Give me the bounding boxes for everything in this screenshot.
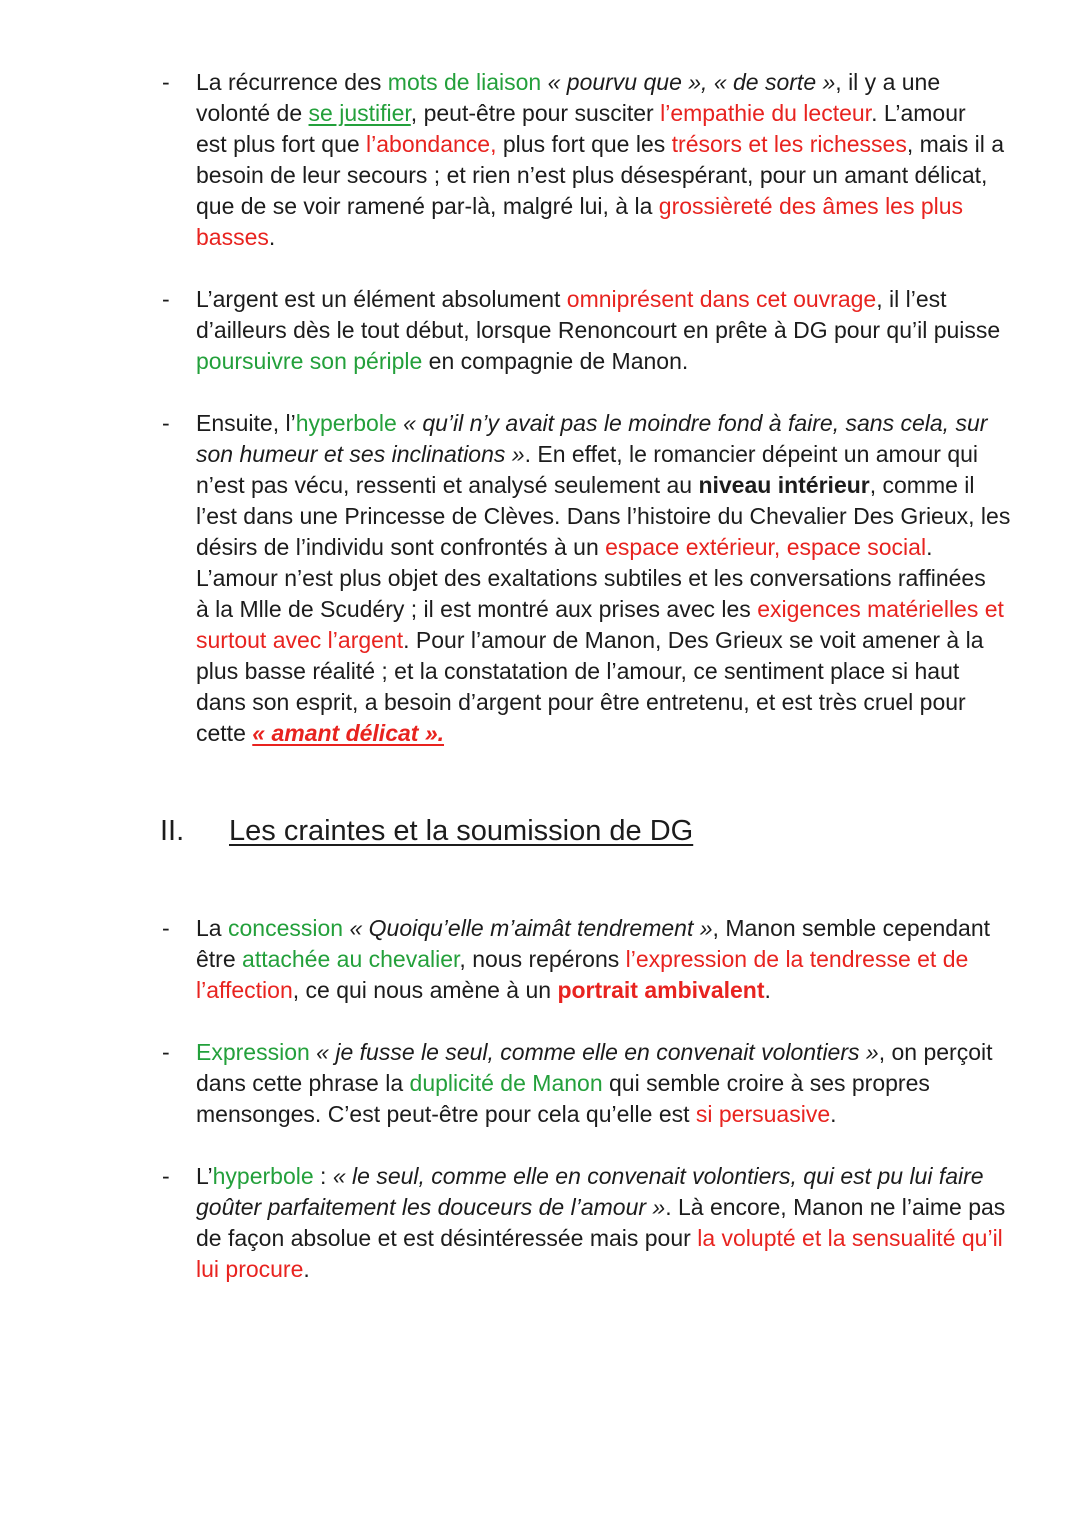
text-line xyxy=(196,191,1066,222)
text-line xyxy=(196,975,1066,1006)
plain-text: besoin de leur secours ; et rien n’est plus désespérant, pour un amant délicat, xyxy=(196,162,988,188)
text-line xyxy=(196,439,1066,470)
plain-text: : xyxy=(313,1163,333,1189)
text-line xyxy=(196,315,1066,346)
red-highlight: surtout avec l’argent xyxy=(196,627,404,653)
red-highlight: l’empathie du lecteur xyxy=(660,100,872,126)
red-highlight: l’expression de la tendresse et de xyxy=(625,946,969,972)
plain-text: , on perçoit xyxy=(878,1039,993,1065)
italic-quote: goûter parfaitement les douceurs de l’amour » xyxy=(196,1194,666,1220)
red-highlight: trésors et les richesses xyxy=(671,131,907,157)
bullet-dash: - xyxy=(162,69,170,95)
red-highlight: grossièreté des âmes les plus xyxy=(658,193,964,219)
text-line xyxy=(196,625,1066,656)
text-line xyxy=(196,501,1066,532)
text-line xyxy=(196,284,1066,315)
plain-text: . xyxy=(303,1256,310,1282)
plain-text: La récurrence des xyxy=(196,69,388,95)
text-line xyxy=(196,563,1066,594)
plain-text: l’est dans une Princesse de Clèves. Dans l’histoire du Chevalier Des Grieux, les xyxy=(196,503,1011,529)
plain-text: d’ailleurs dès le tout début, lorsque Renoncourt en prête à DG pour qu’il puisse xyxy=(196,317,1001,343)
text-line xyxy=(196,718,1066,749)
red-bold-italic-quote: « amant délicat ». xyxy=(252,720,445,746)
paragraph-text xyxy=(196,1037,1066,1130)
green-highlight: concession xyxy=(227,915,344,941)
red-highlight: basses xyxy=(196,224,269,250)
green-highlight: duplicité de Manon xyxy=(409,1070,603,1096)
text-line xyxy=(196,532,1066,563)
bullet-dash: - xyxy=(162,915,170,941)
plain-text: à la Mlle de Scudéry ; il est montré aux prises avec les xyxy=(196,596,758,622)
text-line xyxy=(196,98,1066,129)
plain-text: en compagnie de Manon. xyxy=(422,348,689,374)
plain-text: volonté de xyxy=(196,100,309,126)
plain-text: , Manon semble cependant xyxy=(712,915,991,941)
plain-text: , nous repérons xyxy=(459,946,626,972)
plain-text: dans son esprit, a besoin d’argent pour être entretenu, et est très cruel pour xyxy=(196,689,966,715)
bullet-dash: - xyxy=(162,410,170,436)
plain-text: plus basse réalité ; et la constatation de l’amour, ce sentiment place si haut xyxy=(196,658,960,684)
plain-text: mensonges. C’est peut-être pour cela qu’elle est xyxy=(196,1101,696,1127)
green-highlight: mots de liaison xyxy=(387,69,542,95)
red-bold-highlight: portrait ambivalent xyxy=(557,977,765,1003)
italic-quote: « le seul, comme elle en convenait volontiers, qui est pu lui faire xyxy=(332,1163,984,1189)
text-line xyxy=(196,1254,1066,1285)
green-highlight: attachée au chevalier xyxy=(242,946,460,972)
plain-text: La xyxy=(196,915,228,941)
plain-text: dans cette phrase la xyxy=(196,1070,410,1096)
text-line xyxy=(196,1037,1066,1068)
plain-text: , peut-être pour susciter xyxy=(410,100,661,126)
plain-text: , mais il a xyxy=(906,131,1004,157)
green-underlined-highlight: se justifier xyxy=(308,100,411,126)
red-highlight: omniprésent dans cet ouvrage xyxy=(566,286,877,312)
italic-quote: « je fusse le seul, comme elle en convenait volontiers » xyxy=(309,1039,879,1065)
italic-quote: « pourvu que », « de sorte » xyxy=(541,69,836,95)
plain-text: Ensuite, l’ xyxy=(196,410,296,436)
green-highlight: hyperbole xyxy=(295,410,397,436)
italic-quote: son humeur et ses inclinations » xyxy=(196,441,525,467)
text-line xyxy=(196,67,1066,98)
text-line xyxy=(196,129,1066,160)
green-highlight: hyperbole xyxy=(212,1163,314,1189)
text-line xyxy=(196,944,1066,975)
plain-text: est plus fort que xyxy=(196,131,367,157)
text-line xyxy=(196,656,1066,687)
red-highlight: l’affection xyxy=(196,977,293,1003)
red-highlight: espace extérieur, espace social xyxy=(605,534,927,560)
section-number: II. xyxy=(160,815,185,847)
bold-text: niveau intérieur xyxy=(698,472,870,498)
plain-text: . En effet, le romancier dépeint un amour qui xyxy=(524,441,979,467)
text-line xyxy=(196,1099,1066,1130)
plain-text: que de se voir ramené par-là, malgré lui, à la xyxy=(196,193,659,219)
bullet-dash: - xyxy=(162,1163,170,1189)
plain-text: qui semble croire à ses propres xyxy=(602,1070,930,1096)
paragraph-text xyxy=(196,1161,1066,1285)
text-line xyxy=(196,1192,1066,1223)
plain-text: . xyxy=(926,534,933,560)
text-line xyxy=(196,408,1066,439)
plain-text: de façon absolue et est désintéressée mais pour xyxy=(196,1225,698,1251)
plain-text: , comme il xyxy=(869,472,975,498)
green-highlight: poursuivre son périple xyxy=(196,348,423,374)
section-heading xyxy=(0,811,1080,851)
plain-text: , il y a une xyxy=(835,69,941,95)
red-highlight: exigences matérielles et xyxy=(757,596,1004,622)
plain-text: plus fort que les xyxy=(496,131,672,157)
italic-quote: « Quoiqu’elle m’aimât tendrement » xyxy=(343,915,713,941)
paragraph-text xyxy=(196,913,1066,1006)
plain-text: . Pour l’amour de Manon, Des Grieux se voit amener à la xyxy=(403,627,984,653)
plain-text: . L’amour xyxy=(871,100,966,126)
text-line xyxy=(196,687,1066,718)
plain-text: . Là encore, Manon ne l’aime pas xyxy=(665,1194,1006,1220)
text-line xyxy=(196,160,1066,191)
plain-text: , il l’est xyxy=(876,286,947,312)
plain-text: être xyxy=(196,946,243,972)
paragraph-text xyxy=(196,408,1066,749)
plain-text: L’argent est un élément absolument xyxy=(196,286,567,312)
bullet-dash: - xyxy=(162,286,170,312)
text-line xyxy=(196,346,1066,377)
plain-text: L’amour n’est plus objet des exaltations subtiles et les conversations raffinées xyxy=(196,565,986,591)
text-line xyxy=(196,222,1066,253)
paragraph-text xyxy=(196,67,1066,253)
text-line xyxy=(196,594,1066,625)
plain-text: . xyxy=(830,1101,837,1127)
red-highlight: si persuasive xyxy=(695,1101,831,1127)
plain-text: , ce qui nous amène à un xyxy=(292,977,558,1003)
plain-text: désirs de l’individu sont confrontés à un xyxy=(196,534,606,560)
plain-text: L’ xyxy=(196,1163,213,1189)
green-highlight: Expression xyxy=(196,1039,310,1065)
plain-text: . xyxy=(268,224,276,250)
red-highlight: la volupté et la sensualité qu’il xyxy=(697,1225,1003,1251)
plain-text: n’est pas vécu, ressenti et analysé seulement au xyxy=(196,472,699,498)
text-line xyxy=(196,913,1066,944)
red-highlight: l’abondance, xyxy=(366,131,497,157)
section-title: Les craintes et la soumission de DG xyxy=(229,815,694,847)
plain-text: cette xyxy=(196,720,253,746)
text-line xyxy=(196,470,1066,501)
text-line xyxy=(196,1068,1066,1099)
plain-text: . xyxy=(764,977,771,1003)
text-line xyxy=(196,1161,1066,1192)
red-highlight: lui procure xyxy=(196,1256,304,1282)
italic-quote: « qu’il n’y avait pas le moindre fond à faire, sans cela, sur xyxy=(396,410,988,436)
text-line xyxy=(196,1223,1066,1254)
paragraph-text xyxy=(196,284,1066,377)
bullet-dash: - xyxy=(162,1039,170,1065)
